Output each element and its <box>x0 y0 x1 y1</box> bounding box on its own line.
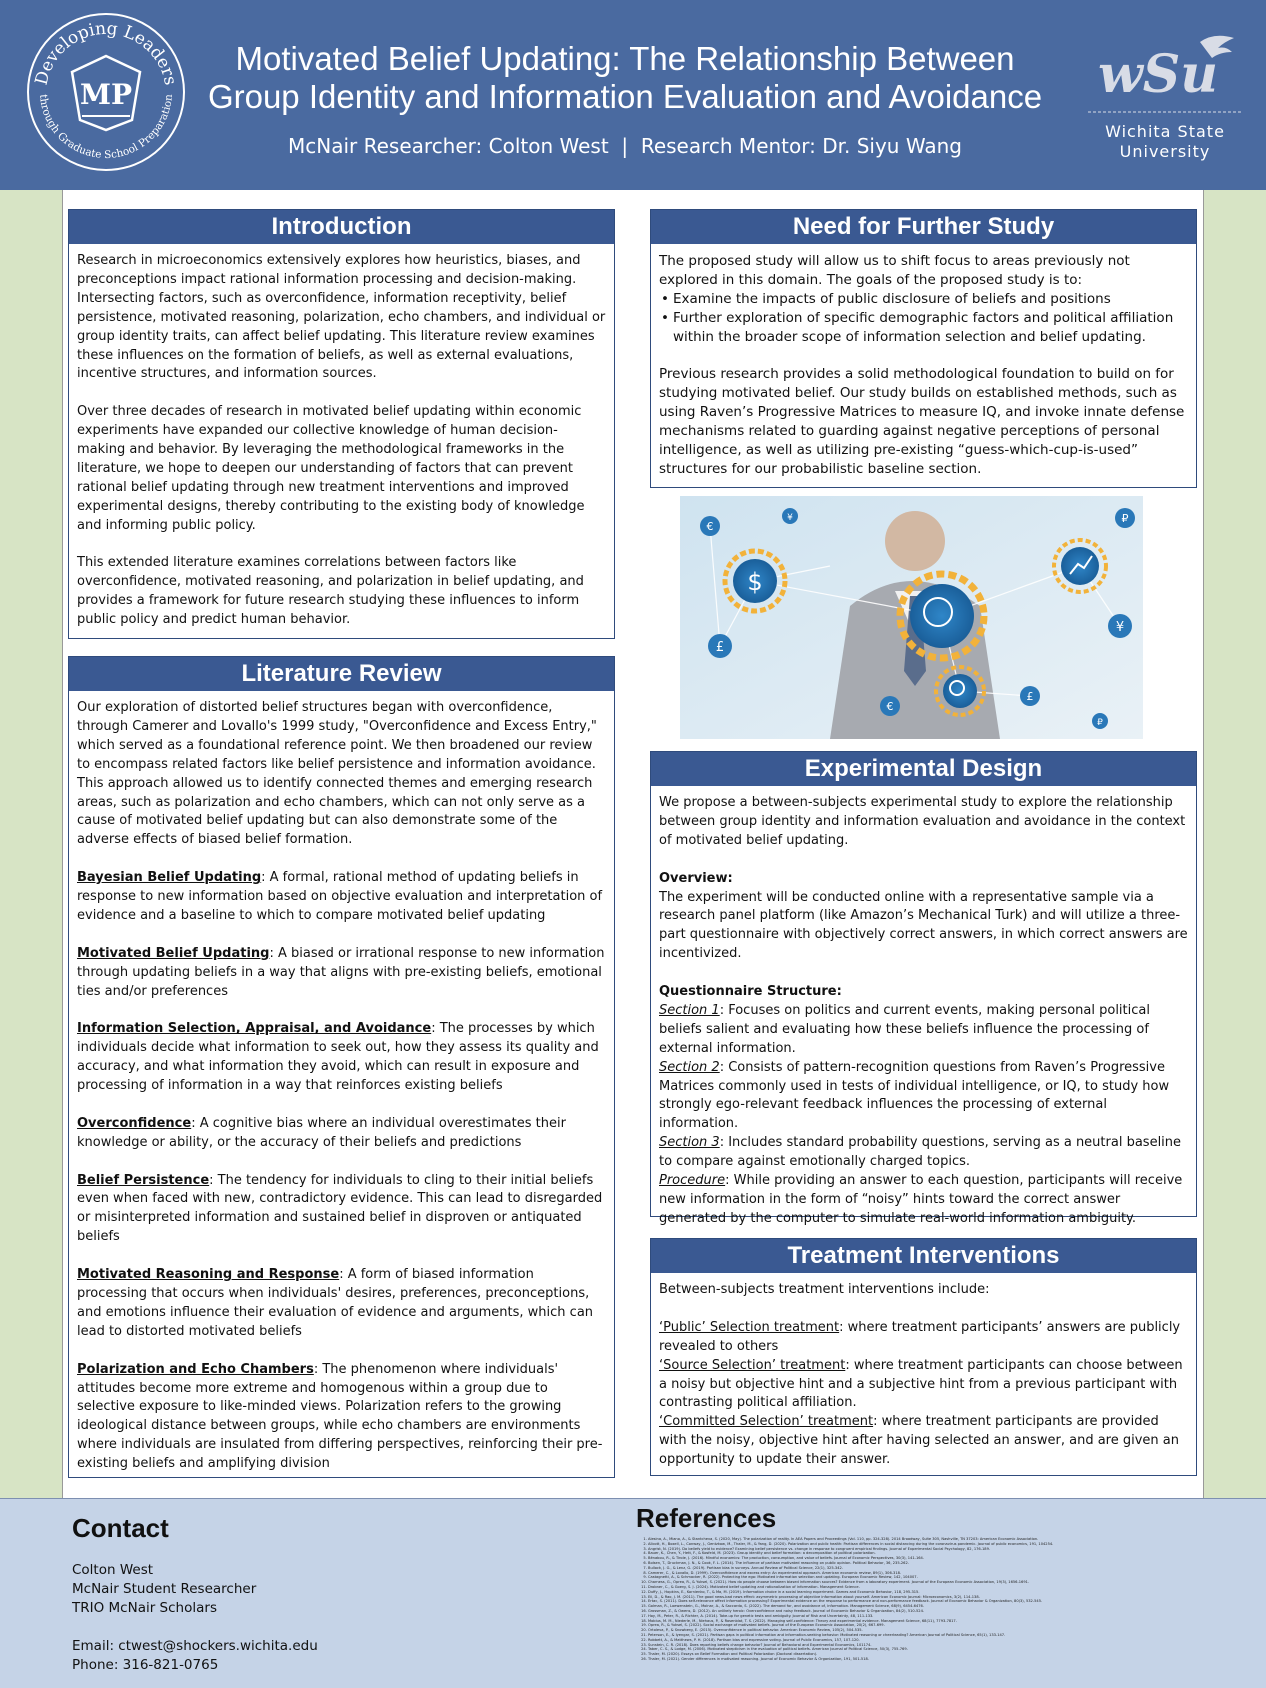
term-definition: : A form of biased information processing that occurs when individuals' desires, preferences, preconceptions, and emotions influence their evaluation of evidence and arguments, which can lead to distorted motivated beliefs <box>77 1267 594 1339</box>
term-definition: : A formal, rational method of updating beliefs in response to new information based on objective evaluation and interpretation of evidence and a baseline to which to compare motivated belief updating <box>77 870 603 923</box>
treatment-interventions-heading: Treatment Interventions <box>651 1239 1196 1273</box>
mcnair-seal-logo <box>26 12 186 172</box>
ruble-icon: ₽ <box>1097 718 1103 728</box>
structure-label: Questionnaire Structure: <box>659 984 842 1000</box>
term-label: Motivated Belief Updating <box>77 945 270 961</box>
term-definition: : The tendency for individuals to cling to their initial beliefs even when faced with new, contradictory evidence. This can lead to disregarded or misinterpreted information and sustained belief in disproven or antiquated beliefs <box>77 1172 603 1245</box>
overview-label: Overview: <box>659 870 733 886</box>
introduction-paragraph-1: Research in microeconomics extensively explores how heuristics, biases, and preconceptions impact rational information processing and decision-making. Intersecting factors, such as overconfidence, information receptivity, belief persistence, motivated reasoning, polarization, echo chambers, and individual or group identity traits, can affect belief updating. This literature review examines these influences on the formation of beliefs, as well as external evaluations, incentive structures, and information sources. <box>77 253 606 382</box>
yen-icon: ¥ <box>787 513 793 523</box>
treatment-label: ‘Committed Selection’ treatment <box>659 1414 874 1430</box>
experimental-design-heading: Experimental Design <box>651 752 1196 786</box>
reference-item: 4. Bauer, K., Chen, Y., Hett, F., & Kosfeld, M. (2023). Group identity and belief formation: a decomposition of political polarization. <box>648 1551 1196 1556</box>
treatment-label: ‘Public’ Selection treatment <box>659 1319 840 1335</box>
poster-footer <box>0 1498 1266 1688</box>
contact-role: McNair Student Researcher <box>72 1581 257 1597</box>
pound-icon: £ <box>1026 690 1034 703</box>
reference-item: 8. Camerer, C., & Lovallo, D. (1999). Overconfidence and excess entry: An experimental approach. American economic review, 89(1), 306-318. <box>648 1571 1196 1576</box>
reference-item: 19. Oprea, R., & Yuksel, S. (2022). Social exchange of motivated beliefs. Journal of the European Economic Association, 20(2), 667-699. <box>648 1623 1196 1628</box>
reference-item: 11. Drobner, C., & Goerg, S. J. (2024). Motivated belief updating and rationalization of information. Management Science. <box>648 1585 1196 1590</box>
reference-item: 17. Hoy, M., Peter, R., & Richter, A. (2014). Take-up for genetic tests and ambiguity. Journal of Risk and Uncertainty, 48, 111-133. <box>648 1614 1196 1619</box>
section-label: Section 3 <box>659 1135 720 1151</box>
reference-item: 26. Thaler, M. (2021). Gender differences in motivated reasoning. Journal of Economic Behavior & Organization, 191, 501-518. <box>648 1657 1196 1662</box>
yen-icon: ¥ <box>1115 620 1125 635</box>
term-label: Overconfidence <box>77 1115 192 1131</box>
treatment-public: ‘Public’ Selection treatment: where treatment participants’ answers are publicly revealed to others <box>659 1319 1181 1354</box>
reference-item: 9. Castagnetti, A., & Schmacker, R. (2022). Protecting the ego: Motivated information selection and updating. European Economic Review, 142, 104007. <box>648 1575 1196 1580</box>
section-3-text: Section 3: Includes standard probability questions, serving as a neutral baseline to compare against emotionally charged topics. <box>659 1135 1182 1170</box>
term-definition: : The processes by which individuals decide what information to seek out, how they assess its quality and accuracy, and what information they avoid, which can result in exposure and processing of information in a way that reinforces existing beliefs <box>77 1021 599 1094</box>
literature-intro: Our exploration of distorted belief structures began with overconfidence, through Camerer and Lovallo's 1999 study, "Overconfidence and Excess Entry," which served as a foundational reference point. We then broadened our review to encompass related factors like belief persistence and information avoidance. This approach allowed us to identify connected themes and emerging research areas, such as polarization and echo chambers, which can not only serve as a cause of motivated belief updating but can also demonstrate some of the adverse effects of biased belief formation. <box>77 700 597 848</box>
experimental-design-panel <box>650 751 1197 1226</box>
term-label: Bayesian Belief Updating <box>77 870 262 886</box>
procedure-text: Procedure: While providing an answer to each question, participants will receive new information in the form of “noisy” hints toward the correct answer generated by the computer to simulate real-world information ambiguity. <box>659 1173 1183 1226</box>
pound-icon: £ <box>715 640 725 655</box>
reference-item: 18. Mobius, M. M., Niederle, M., Niehaus, P., & Rosenblat, T. S. (2022). Managing self-confidence: Theory and experimental evidence. Management Science, 68(11), 7793-7817. <box>648 1619 1196 1624</box>
further-study-panel <box>650 209 1197 488</box>
treatment-interventions-panel <box>650 1238 1197 1476</box>
reference-item: 6. Bolsen, T., Druckman, J. N., & Cook, F. L. (2014). The influence of partisan motivated reasoning on public opinion. Political Behavior, 36, 235-262. <box>648 1561 1196 1566</box>
literature-review-panel <box>68 656 615 1478</box>
term-motivated-reasoning <box>77 1266 606 1342</box>
section-label: Section 2 <box>659 1059 720 1075</box>
reference-item: 22. Robbett, A., & Matthews, P. H. (2018). Partisan bias and expressive voting. Journal of Public Economics, 157, 107-120. <box>648 1638 1196 1643</box>
reference-item: 12. Duffy, J., Hopkins, E., Kornienko, T., & Ma, M. (2019). Information choice in a social learning experiment. Games and Economic Behavior, 118, 295-315. <box>648 1590 1196 1595</box>
introduction-heading: Introduction <box>69 210 614 244</box>
term-polarization <box>77 1361 606 1474</box>
introduction-paragraph-3: This extended literature examines correlations between factors like overconfidence, motivated reasoning, and polarization in belief updating, and provides a framework for future research studying these influences to inform public policy and predict human behavior. <box>77 555 584 628</box>
reference-item: 5. Bénabou, R., & Tirole, J. (2016). Mindful economics: The production, consumption, and value of beliefs. Journal of Economic Perspectives, 30(3), 141-164. <box>648 1556 1196 1561</box>
section-2-text: Section 2: Consists of pattern-recognition questions from Raven’s Progressive Matrices commonly used in tests of individual intelligence, or IQ, to study how strongly ego-relevant feedback influences the processing of external information. <box>659 1059 1170 1132</box>
reference-item: 23. Sunstein, C. R. (2018). Does reporting beliefs change behavior? Journal of Behavioral and Experimental Economics, 101174. <box>648 1643 1196 1648</box>
term-definition: : A biased or irrational response to new information through updating beliefs in a way that aligns with pre-existing beliefs, emotional ties and/or preferences <box>77 945 605 999</box>
university-name-line-2: University <box>1119 142 1211 161</box>
reference-item: 1. Alesina, A., Miano, A., & Stantcheva, S. (2020, May). The polarization of reality. In AEA Papers and Proceedings (Vol. 110, pp. 324-328). 2014 Broadway, Suite 305, Nashville, TN 37203: American Economic Association. <box>648 1537 1196 1542</box>
left-side-strip <box>0 190 63 1498</box>
contact-email[interactable]: Email: ctwest@shockers.wichita.edu <box>72 1638 318 1654</box>
author-line: McNair Researcher: Colton West | Research Mentor: Dr. Siyu Wang <box>288 134 962 158</box>
reference-item: 25. Thaler, M. (2020). Essays on Belief Formation and Political Polarization (Doctoral dissertation). <box>648 1652 1196 1657</box>
reference-item: 16. Grossman, Z., & Owens, D. (2012). An unlikely heroic: Overconfidence and noisy feedback. Journal of Economic Behavior & Organization, 84(2), 510-524. <box>648 1609 1196 1614</box>
poster-title <box>205 40 1045 116</box>
references-list <box>636 1537 1196 1662</box>
wsu-logo-mark: wSu <box>1097 44 1219 105</box>
references-heading: References <box>636 1503 777 1533</box>
section-label: Procedure <box>659 1173 726 1189</box>
term-definition: : A cognitive bias where an individual overestimates their knowledge or ability, or the accuracy of their beliefs and predictions <box>77 1115 566 1150</box>
reference-item: 2. Allcott, H., Boxell, L., Conway, J., Gentzkow, M., Thaler, M., & Yang, D. (2020). Polarization and public health: Partisan differences in social distancing during the coronavirus pandemic. Journal of public economics, 191, 104254. <box>648 1542 1196 1547</box>
reference-item: 20. Ortoleva, P., & Snowberg, E. (2015). Overconfidence in political behavior. American Economic Review, 105(2), 504-535. <box>648 1628 1196 1633</box>
reference-item: 7. Bullock, J. G., & Lenz, G. (2019). Partisan bias in surveys. Annual Review of Political Science, 22(1), 325-342. <box>648 1566 1196 1571</box>
right-side-strip <box>1203 190 1266 1498</box>
title-line-1: Motivated Belief Updating: The Relationship Between <box>235 40 1015 77</box>
term-bayesian <box>77 869 606 926</box>
term-belief-persistence <box>77 1172 606 1248</box>
term-motivated-belief <box>77 945 606 1002</box>
seal-text-bottom: through Graduate School Preparation <box>37 93 176 162</box>
business-network-photo <box>680 496 1143 739</box>
reference-item: 10. Charness, G., Oprea, R., & Yuksel, S. (2021). How do people choose between biased information sources? Evidence from a laboratory experiment. Journal of the European Economic Association, 19(3), 1656-1691. <box>648 1580 1196 1585</box>
section-1-text: Section 1: Focuses on politics and current events, making personal political beliefs salient and evaluating how these beliefs influence the processing of external information. <box>659 1002 1150 1056</box>
term-label: Belief Persistence <box>77 1172 210 1188</box>
further-goals-list <box>659 290 1188 347</box>
further-study-heading: Need for Further Study <box>651 210 1196 244</box>
term-label: Polarization and Echo Chambers <box>77 1361 314 1377</box>
reference-item: 24. Taber, C. S., & Lodge, M. (2006). Motivated skepticism in the evaluation of political beliefs. American Journal of Political Science, 50(3), 755-769. <box>648 1647 1196 1652</box>
university-name-line-1: Wichita State <box>1105 122 1225 141</box>
term-definition: : The phenomenon where individuals' attitudes become more extreme and homogenous within a group due to selective exposure to like-minded views. Polarization refers to the growing ideological distance between groups, while echo chambers are environments where individuals are insulated from differing perspectives, reinforcing their pre-existing beliefs and amplifying division <box>77 1361 603 1472</box>
reference-item: 14. Ertac, S. (2011). Does self-relevance affect information processing? Experimental evidence on the response to performance and non-performance feedback. Journal of Economic Behavior & Organization, 80(3), 532-545. <box>648 1599 1196 1604</box>
treatment-source: ‘Source Selection’ treatment: where treatment participants can choose between a noisy but objective hint and a subjective hint from a previous participant with contrasting political affiliation. <box>659 1357 1183 1411</box>
ruble-icon: ₽ <box>1121 512 1129 525</box>
contact-heading: Contact <box>72 1513 169 1543</box>
contact-info <box>72 1561 318 1675</box>
title-line-2: Group Identity and Information Evaluation and Avoidance <box>207 78 1043 115</box>
contact-phone: Phone: 316-821-0765 <box>72 1657 219 1673</box>
dollar-icon: $ <box>747 568 763 596</box>
further-paragraph-2: Previous research provides a solid methodological foundation to build on for studying motivated belief. Our study builds on established methods, such as using Raven’s Progressive Matrices to measure IQ, and invoke innate defense mechanisms related to guarding against negative perceptions of personal intelligence, as well as utilizing pre-existing “guess-which-cup-is-used” structures for our probabilistic baseline section. <box>659 366 1185 477</box>
poster-header <box>0 0 1266 190</box>
list-item: • Further exploration of specific demographic factors and political affiliation within the broader scope of information selection and belief updating. <box>659 309 1188 347</box>
reference-item: 21. Peterson, E., & Iyengar, S. (2021). Partisan gaps in political information and information-seeking behavior: Motivated reasoning or cheerleading? American Journal of Political Science, 65(1), 133-147. <box>648 1633 1196 1638</box>
contact-program: TRIO McNair Scholars <box>72 1600 217 1616</box>
section-label: Section 1 <box>659 1002 720 1018</box>
introduction-paragraph-2: Over three decades of research in motivated belief updating within economic experiments have expanded our collective knowledge of human decision-making and behavior. By leveraging the methodological frameworks in the literature, we hope to deepen our understanding of factors that can prevent rational belief updating through new treatment interventions and improved experimental designs, thereby contributing to the existing body of knowledge and informing public policy. <box>77 404 585 533</box>
reference-item: 3. Angrist, N. (2019). Do beliefs yield to evidence? Examining belief persistence vs. change in response to congruent empirical findings. Journal of Experimental Social Psychology, 82, 176-189. <box>648 1547 1196 1552</box>
contact-name: Colton West <box>72 1562 154 1578</box>
seal-text-top: Developing Leaders <box>31 18 181 88</box>
list-item: • Examine the impacts of public disclosure of beliefs and positions <box>659 290 1188 309</box>
term-label: Information Selection, Appraisal, and Avoidance <box>77 1021 432 1037</box>
term-information-selection <box>77 1020 606 1096</box>
treatment-intro: Between-subjects treatment interventions include: <box>659 1282 990 1297</box>
overview-text: The experiment will be conducted online with a representative sample via a research panel platform (like Amazon’s Mechanical Turk) and will utilize a three-part questionnaire with objectively correct answers, in which correct answers are incentivized. <box>659 889 1188 962</box>
design-paragraph-1: We propose a between-subjects experimental study to explore the relationship between group identity and information evaluation and avoidance in the context of motivated belief updating. <box>659 795 1186 848</box>
term-overconfidence <box>77 1115 606 1153</box>
svg-text:Developing Leaders <box>32 19 181 87</box>
reference-item: 15. Golman, R., Loewenstein, G., Molnar, A., & Saccardo, S. (2022). The demand for, and avoidance of, information. Management Science, 68(9), 6454-6476. <box>648 1604 1196 1609</box>
reference-item: 13. Eil, D., & Rao, J. M. (2011). The good news-bad news effect: asymmetric processing of objective information about yourself. American Economic Journal: Microeconomics, 3(2), 114-138. <box>648 1595 1196 1600</box>
treatment-label: ‘Source Selection’ treatment <box>659 1357 846 1373</box>
term-label: Motivated Reasoning and Response <box>77 1267 340 1283</box>
introduction-panel <box>68 209 615 639</box>
seal-monogram: MP <box>79 78 133 111</box>
euro-icon: € <box>706 520 714 533</box>
further-paragraph-1: The proposed study will allow us to shift focus to areas previously not explored in this domain. The goals of the proposed study is to: <box>659 253 1130 288</box>
treatment-committed: ‘Committed Selection’ treatment: where treatment participants are provided with the noisy, objective hint after having selected an answer, and are given an opportunity to update their answer. <box>659 1414 1179 1468</box>
literature-review-heading: Literature Review <box>69 657 614 691</box>
euro-icon: € <box>886 700 894 713</box>
